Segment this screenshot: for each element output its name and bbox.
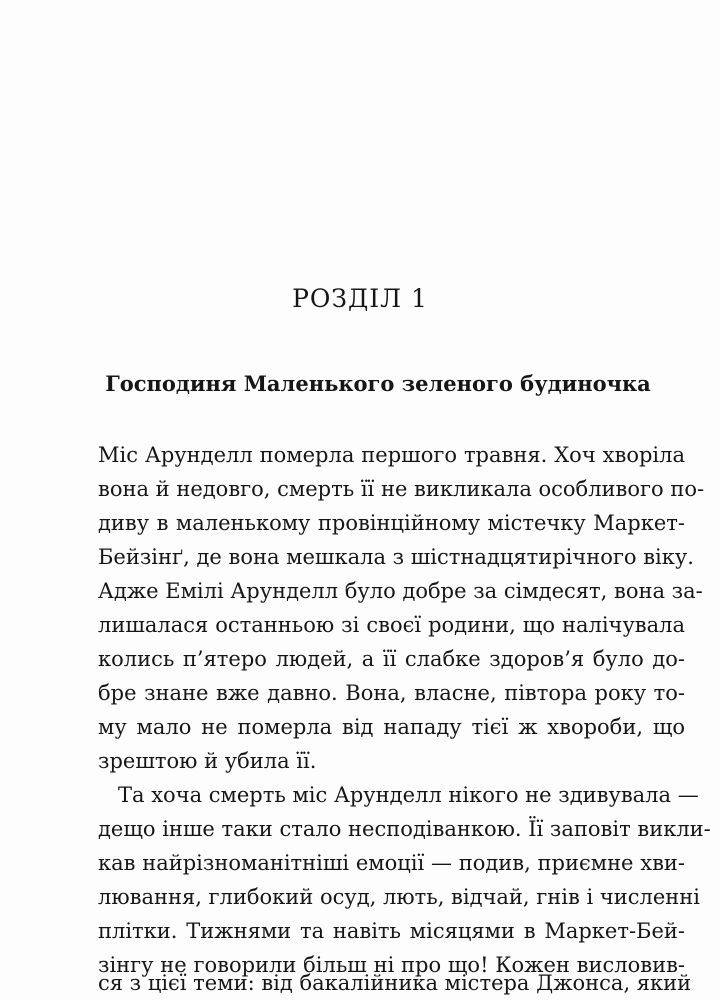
text-line: Бейзінґ, де вона мешкала з шістнадцятирічного віку. bbox=[98, 545, 694, 569]
text-line: плітки. Тижнями та навіть місяцями в Маркет-Бей- bbox=[98, 919, 685, 943]
text-line: му мало не померла від нападу тієї ж хвороби, що bbox=[98, 715, 685, 739]
text-line: зінгу не говорили більш ні про що! Кожен висловив- bbox=[98, 953, 685, 977]
text-line: колись п’ятеро людей, а її слабке здоров’я було до- bbox=[98, 647, 685, 671]
text-line: кав найрізноманітніші емоції — подив, приємне хви- bbox=[98, 851, 685, 875]
chapter-title: Господиня Маленького зеленого будиночка bbox=[105, 371, 651, 396]
text-line: дещо інше таки стало несподіванкою. Її заповіт викли- bbox=[98, 817, 711, 841]
text-line: лювання, глибокий осуд, лють, відчай, гнів і численні bbox=[98, 885, 700, 909]
text-line: вона й недовго, смерть її не викликала особливого по- bbox=[98, 477, 705, 501]
text-line: лишалася останньою зі своєї родини, що налічувала bbox=[98, 613, 685, 637]
text-line: ся з цієї теми: від бакалійника містера Джонса, який bbox=[98, 971, 692, 995]
text-line: бре знане вже давно. Вона, власне, півтора року то- bbox=[98, 681, 685, 705]
text-line: Міс Арунделл померла першого травня. Хоч хворіла bbox=[98, 443, 685, 467]
text-line: Та хоча смерть міс Арунделл нікого не здивувала — bbox=[118, 783, 699, 807]
chapter-number: РОЗДІЛ 1 bbox=[292, 284, 428, 313]
text-line: Адже Емілі Арунделл було добре за сімдесят, вона за- bbox=[98, 579, 703, 603]
text-line: зрештою й убила її. bbox=[98, 749, 317, 773]
text-line: диву в маленькому провінційному містечку Маркет- bbox=[98, 511, 685, 535]
